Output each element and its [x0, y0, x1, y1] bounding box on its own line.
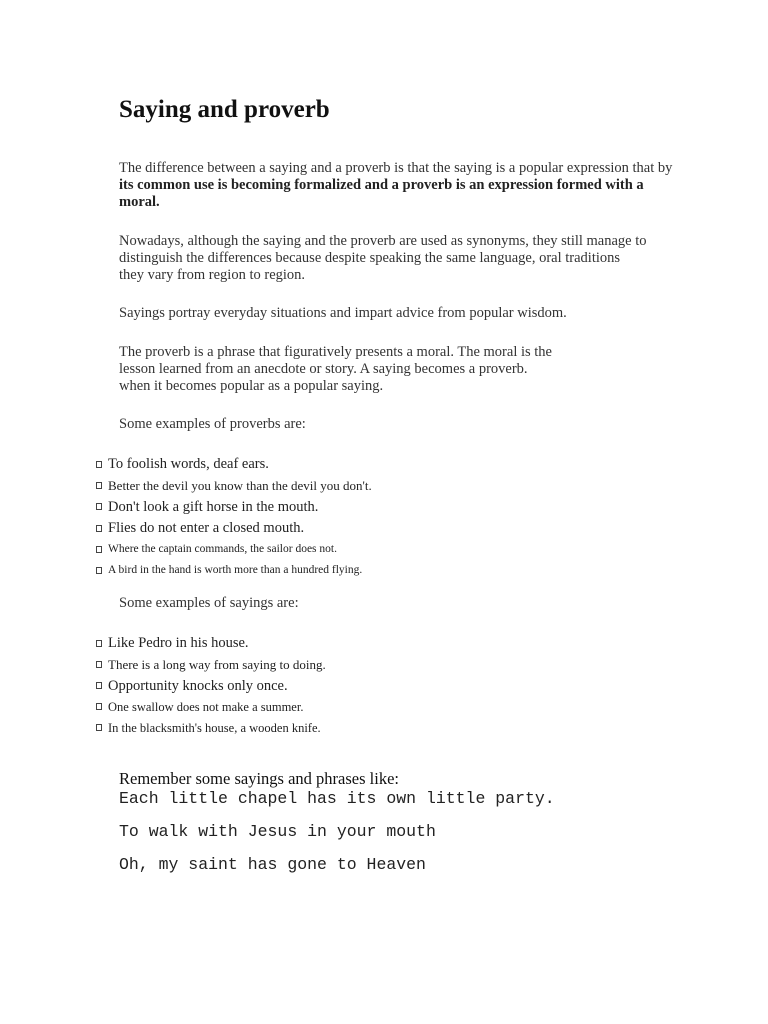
list-item-text: Don't look a gift horse in the mouth. — [108, 499, 319, 515]
list-item — [96, 539, 372, 560]
list-item-text: There is a long way from saying to doing. — [108, 657, 326, 672]
checkbox-bullet-icon — [96, 525, 102, 532]
list-item-text: A bird in the hand is worth more than a hundred flying. — [108, 564, 363, 576]
list-item-text: In the blacksmith's house, a wooden knife. — [108, 721, 321, 735]
checkbox-bullet-icon — [96, 724, 102, 731]
paragraph-line: lesson learned from an anecdote or story. A saying becomes a proverb. — [119, 361, 528, 377]
paragraph-synonyms — [119, 233, 699, 284]
list-item-text: Where the captain commands, the sailor does not. — [108, 543, 337, 555]
intro-bold-line-2: moral. — [119, 194, 160, 210]
paragraph-line: they vary from region to region. — [119, 267, 306, 283]
checkbox-bullet-icon — [96, 461, 102, 468]
intro-bold-line-1: its common use is becoming formalized and a proverb is an expression formed with a — [119, 177, 644, 193]
proverbs-list — [96, 454, 372, 581]
list-item — [96, 717, 326, 739]
paragraph-line: Nowadays, although the saying and the proverb are used as synonyms, they still manage to — [119, 233, 647, 249]
list-item — [96, 496, 372, 518]
list-item — [96, 654, 326, 675]
list-item-text: Better the devil you know than the devil you don't. — [108, 478, 372, 493]
paragraph-line: The proverb is a phrase that figuratively presents a moral. The moral is the — [119, 344, 552, 360]
checkbox-bullet-icon — [96, 661, 102, 668]
checkbox-bullet-icon — [96, 546, 102, 553]
list-item-text: To foolish words, deaf ears. — [108, 456, 269, 472]
checkbox-bullet-icon — [96, 703, 102, 710]
list-item — [96, 454, 372, 475]
sayings-list — [96, 633, 326, 739]
list-item — [96, 675, 326, 697]
page-title: Saying and proverb — [119, 96, 330, 123]
intro-paragraph — [119, 160, 679, 211]
intro-plain: The difference between a saying and a proverb is that the saying is a popular expression that by — [119, 160, 673, 176]
remember-heading: Remember some sayings and phrases like: — [119, 769, 399, 788]
paragraph-sayings: Sayings portray everyday situations and impart advice from popular wisdom. — [119, 305, 567, 321]
phrase-line: To walk with Jesus in your mouth — [119, 822, 436, 841]
checkbox-bullet-icon — [96, 503, 102, 510]
list-item-text: Opportunity knocks only once. — [108, 678, 288, 694]
list-item-text: Flies do not enter a closed mouth. — [108, 520, 305, 536]
proverbs-heading: Some examples of proverbs are: — [119, 416, 306, 432]
checkbox-bullet-icon — [96, 640, 102, 647]
list-item — [96, 475, 372, 496]
list-item — [96, 518, 372, 539]
list-item-text: Like Pedro in his house. — [108, 635, 249, 651]
paragraph-proverb — [119, 344, 552, 395]
phrase-line: Each little chapel has its own little party. — [119, 789, 555, 808]
paragraph-line: when it becomes popular as a popular saying. — [119, 378, 384, 394]
checkbox-bullet-icon — [96, 482, 102, 489]
checkbox-bullet-icon — [96, 682, 102, 689]
checkbox-bullet-icon — [96, 567, 102, 574]
sayings-heading: Some examples of sayings are: — [119, 595, 299, 611]
list-item-text: One swallow does not make a summer. — [108, 700, 304, 714]
list-item — [96, 560, 372, 581]
paragraph-line: distinguish the differences because despite speaking the same language, oral traditions — [119, 250, 621, 266]
list-item — [96, 697, 326, 717]
list-item — [96, 633, 326, 654]
phrase-line: Oh, my saint has gone to Heaven — [119, 855, 426, 874]
